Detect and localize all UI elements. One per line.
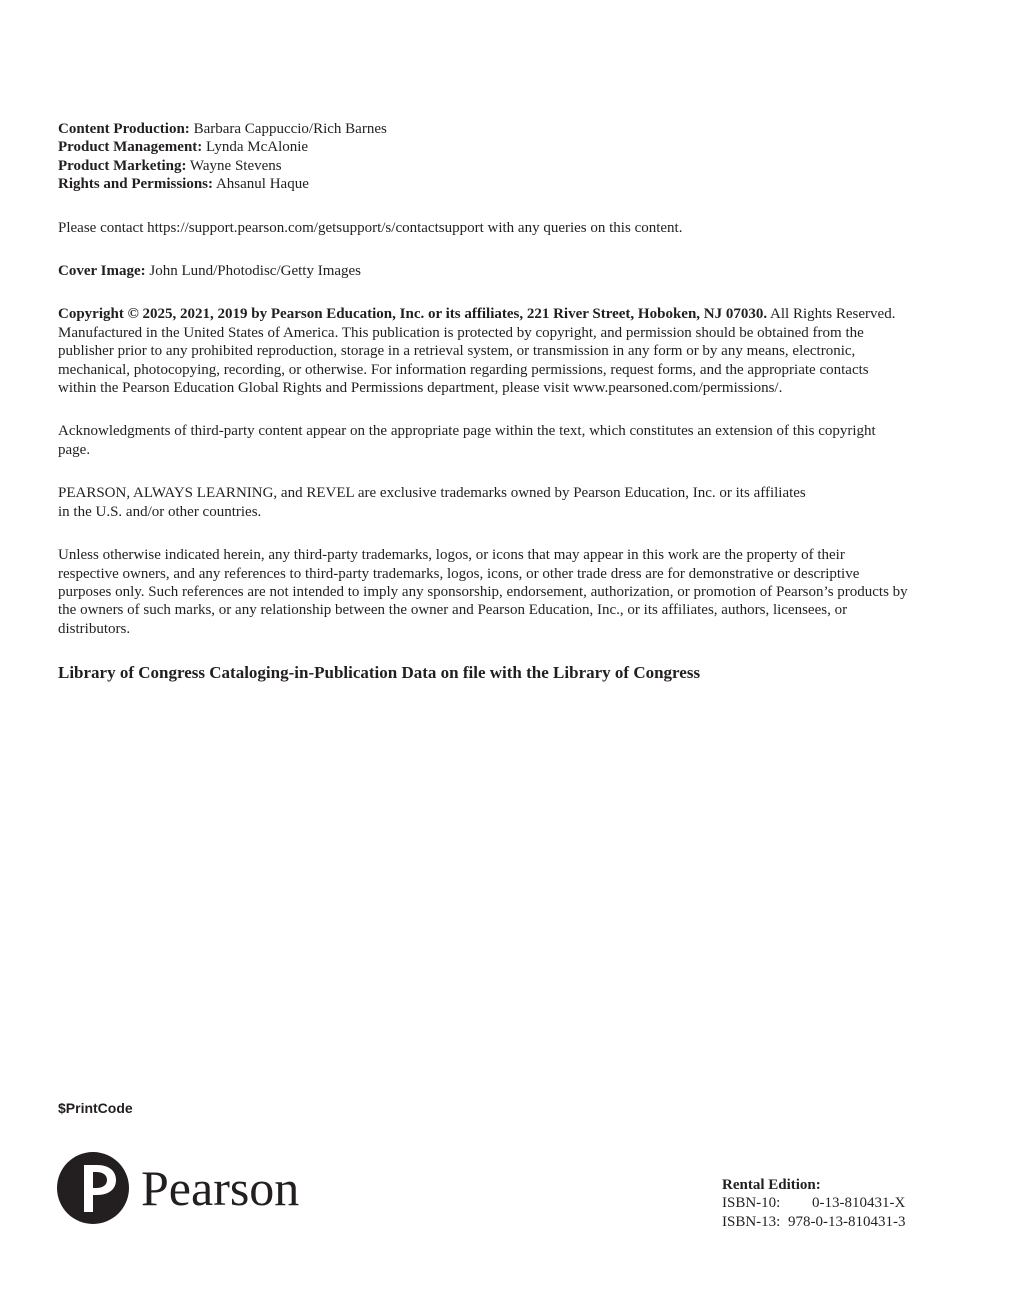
credit-line: [58, 138, 908, 156]
credit-value: Wayne Stevens: [186, 157, 282, 174]
trademarks-text: [58, 484, 908, 521]
cover-image-credit: [58, 262, 908, 280]
pearson-logo-graphic: [57, 1148, 327, 1228]
pearson-p-icon: [57, 1152, 129, 1224]
credit-label: Product Marketing:: [58, 157, 187, 174]
rental-edition-heading: Rental Edition:: [722, 1177, 821, 1193]
rental-edition-block: [722, 1176, 905, 1231]
cover-image-value: John Lund/Photodisc/Getty Images: [145, 263, 362, 280]
isbn10-row: [722, 1194, 905, 1212]
support-contact-text: Please contact https://support.pearson.com/getsupport/s/contactsupport with any queries on this content.: [58, 219, 683, 236]
print-code: $PrintCode: [58, 1100, 133, 1116]
pearson-wordmark: Pearson: [141, 1160, 300, 1216]
isbn13-label: ISBN-13:: [722, 1213, 781, 1230]
isbn10-label: ISBN-10:: [722, 1195, 781, 1212]
isbn10-value: 0-13-810431-X: [812, 1195, 906, 1212]
trademarks-line-2: in the U.S. and/or other countries.: [58, 503, 262, 520]
credit-line: [58, 120, 908, 138]
cover-image-label: Cover Image:: [58, 263, 146, 280]
copyright-page: [58, 120, 908, 684]
pearson-logo: [57, 1148, 327, 1228]
credit-value: Barbara Cappuccio/Rich Barnes: [189, 121, 387, 137]
copyright-bold-text: Copyright © 2025, 2021, 2019 by Pearson Education, Inc. or its affiliates, 221 River Street, Hoboken, NJ 07030.: [58, 306, 768, 323]
credit-label: Rights and Permissions:: [58, 176, 214, 193]
credit-value: Lynda McAlonie: [202, 139, 309, 156]
isbn13-row: [722, 1213, 905, 1231]
credit-label: Content Production:: [58, 121, 190, 137]
credits-block: [58, 120, 908, 194]
library-of-congress-heading: Library of Congress Cataloging-in-Publication Data on file with the Library of Congress: [58, 663, 701, 683]
trademarks-line-1: PEARSON, ALWAYS LEARNING, and REVEL are exclusive trademarks owned by Pearson Education, Inc. or its affiliates: [58, 485, 806, 502]
third-party-trademarks-text: Unless otherwise indicated herein, any third-party trademarks, logos, or icons that may appear in this work are the property of their respective owners, and any references to third-party trademarks, logos, icons, or other trade dress are for demonstrative or descriptive purposes only. Such references are not intended to imply any sponsorship, endorsement, authorization, or promotion of Pearson’s products by the owners of such marks, or any relationship between the owner and Pearson Education, Inc., or its affiliates, authors, licensees, or distributors.: [58, 547, 908, 637]
isbn13-value: 978-0-13-810431-3: [788, 1213, 906, 1230]
acknowledgments-text: Acknowledgments of third-party content appear on the appropriate page within the text, which constitutes an extension of this copyright page.: [58, 423, 876, 458]
credit-line: [58, 157, 908, 175]
copyright-notice: [58, 305, 908, 397]
credit-line: [58, 175, 908, 193]
credit-label: Product Management:: [58, 139, 203, 156]
copyright-body-text: All Rights Reserved. Manufactured in the United States of America. This publication is protected by copyright, and permission should be obtained from the publisher prior to any prohibited reproduction, storage in a retrieval system, or transmission in any form or by any means, electronic, mechanical, photocopying, recording, or otherwise. For information regarding permissions, request forms, and the appropriate contacts within the Pearson Education Global Rights and Permissions department, please visit www.pearsoned.com/permissions/.: [58, 306, 896, 397]
credit-value: Ahsanul Haque: [213, 176, 309, 193]
